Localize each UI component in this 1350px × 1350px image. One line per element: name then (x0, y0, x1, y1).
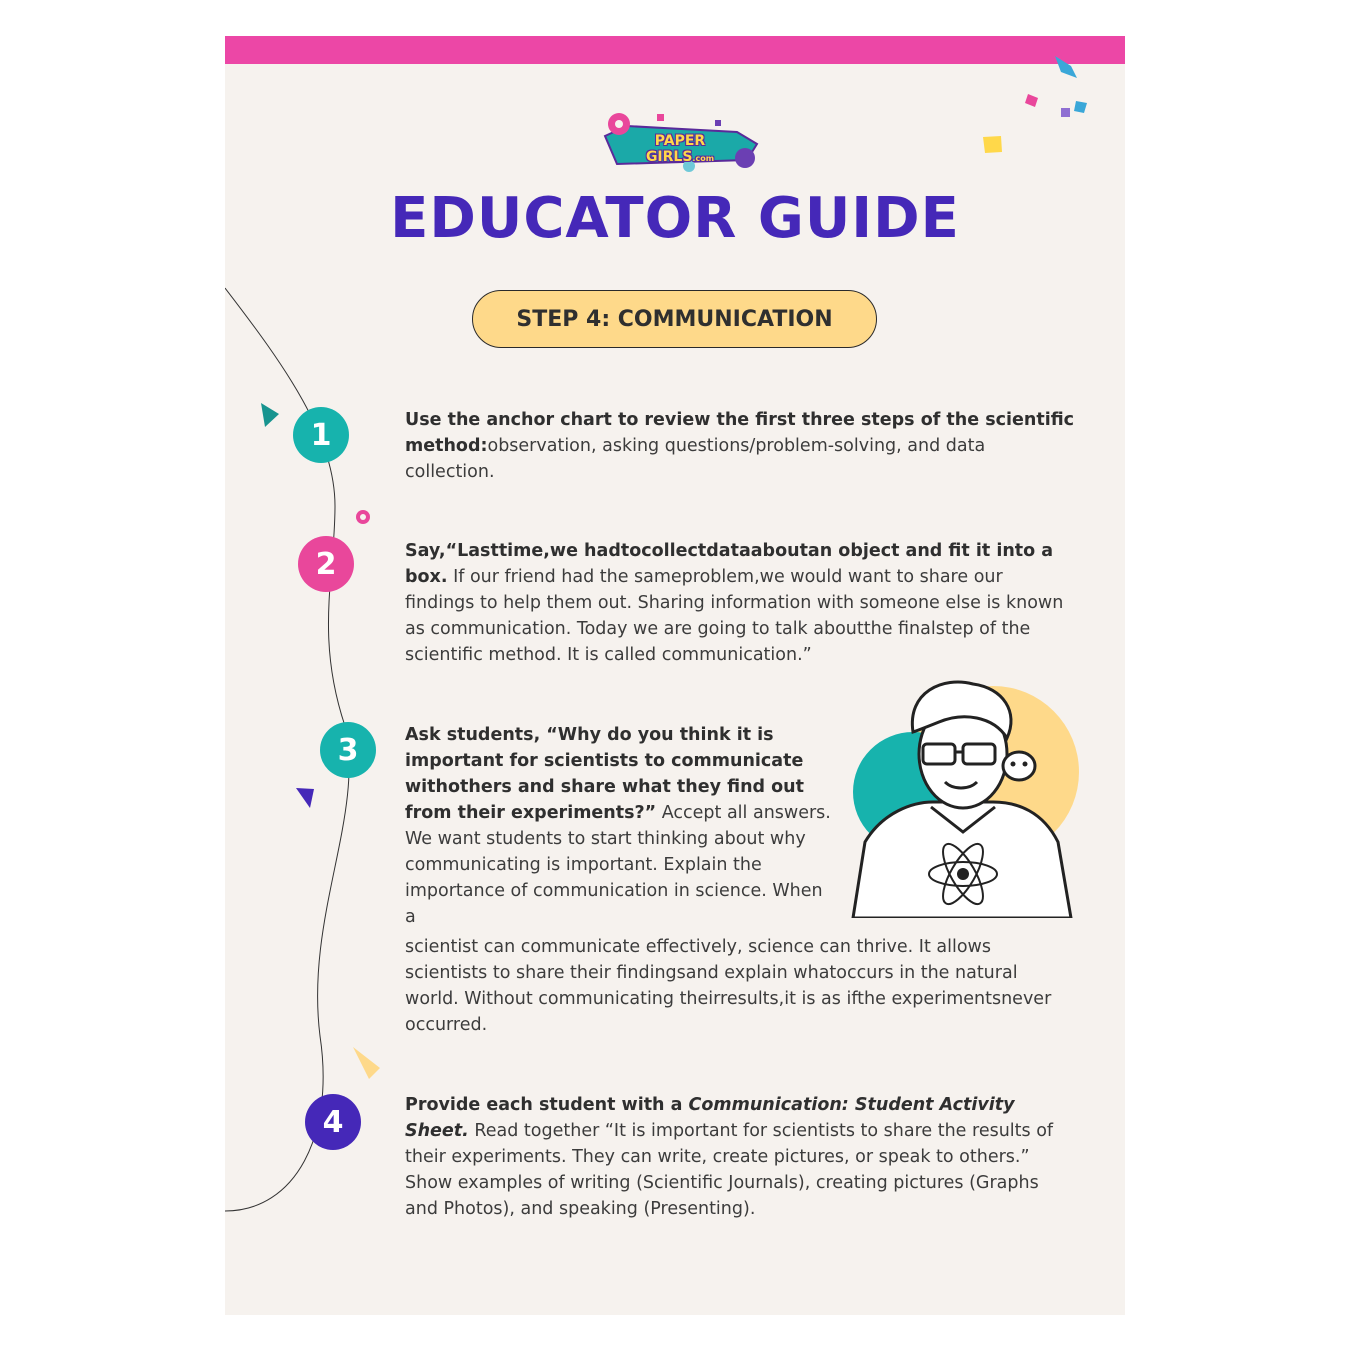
step-badge: STEP 4: COMMUNICATION (472, 290, 877, 348)
confetti-shape (1074, 101, 1087, 113)
confetti-shape (1025, 94, 1038, 107)
step-3-text-continued: scientist can communicate effectively, science can thrive. It allows scientists to share their findingsand explain whatoccurs in the natural world. Without communicating theirresults,it is as ifthe experimentsnever occurred. (405, 937, 1052, 1035)
step-1-body: observation, asking questions/problem-solving, and data collection. (405, 436, 986, 482)
confetti-shape (261, 403, 279, 427)
step-3-text (405, 722, 835, 930)
step-4-text (405, 1092, 1075, 1222)
step-4-body: Read together “It is important for scientists to share the results of their experiments. They can write, create pictures, or speak to others.” Show examples of writing (Scientific Journals), creating pictures (Graphs and Photos), and speaking (Presenting). (405, 1121, 1054, 1219)
step-4-bold-italic: Communication: Student Activity Sheet. (405, 1095, 1015, 1141)
step-3-body: Accept all answers. We want students to start thinking about why communicating is important. Explain the importance of communication in science. When a (405, 803, 831, 927)
step-1-text (405, 407, 1075, 485)
step-3-bold: Ask students, “Why do you think it is important for scientists to communicate withothers and share what they find out from their experiments?” (405, 725, 804, 823)
step-number-3: 3 (320, 722, 376, 778)
confetti-shape (296, 788, 314, 808)
guide-page (225, 36, 1125, 1315)
page-title: EDUCATOR GUIDE (390, 186, 960, 251)
step-1-bold: Use the anchor chart to review the first three steps of the scientific method: (405, 410, 1075, 456)
step-number-4: 4 (305, 1094, 361, 1150)
step-4-bold: Provide each student with a (405, 1095, 689, 1115)
scientist-illustration (843, 672, 1083, 918)
confetti-shape (1055, 56, 1077, 78)
step-number-2: 2 (298, 536, 354, 592)
step-2-body: If our friend had the sameproblem,we would want to share our findings to help them out. Sharing information with someone else is known as communication. Today we are going to talk aboutthe finalstep of the scientific method. It is called communication.” (405, 567, 1064, 665)
logo-wordmark: PAPER GIRLS.com (645, 133, 715, 165)
step-2-bold: Say,“Lasttime,we hadtocollectdataaboutan object and fit it into a box. (405, 541, 1054, 587)
step-2-text (405, 538, 1075, 668)
confetti-shape (983, 136, 1002, 153)
confetti-shape (353, 1047, 380, 1079)
step-number-1: 1 (293, 407, 349, 463)
confetti-shape (1061, 108, 1070, 117)
